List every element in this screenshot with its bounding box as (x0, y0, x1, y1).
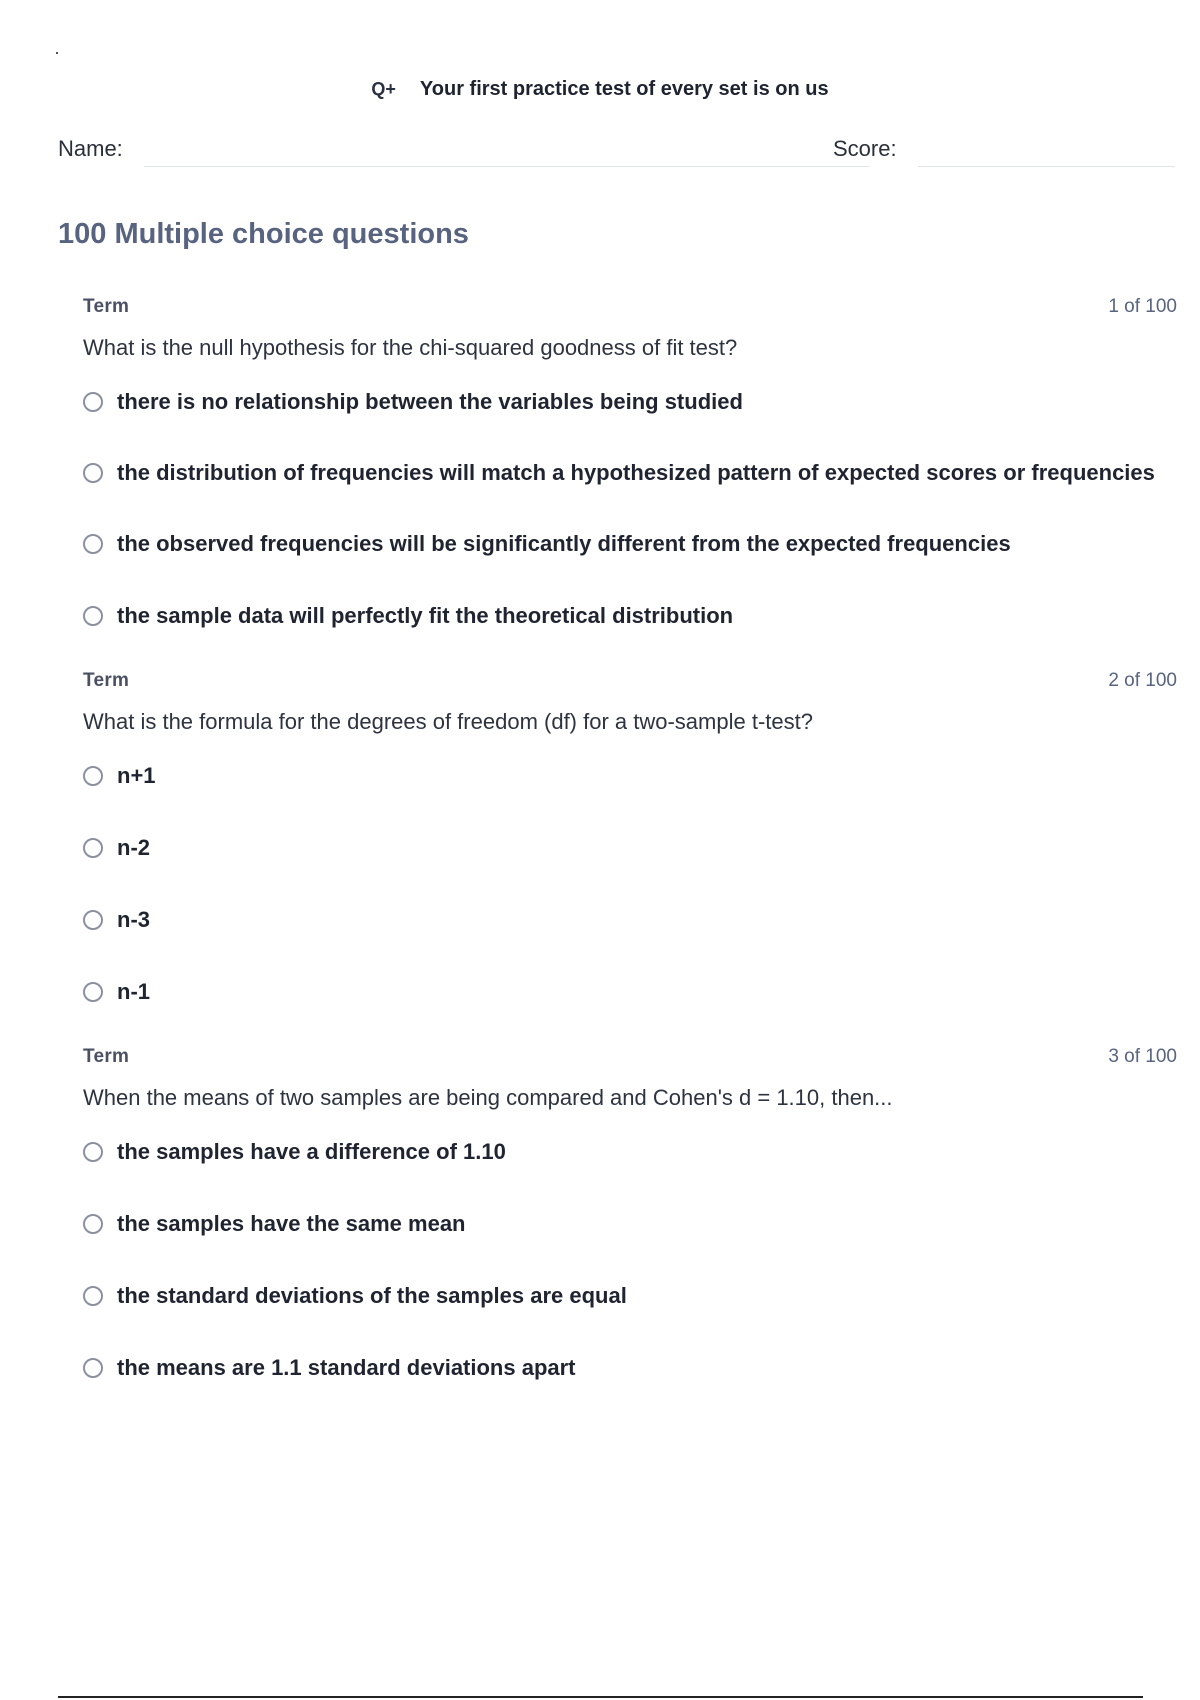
answer-option[interactable] (83, 1278, 1177, 1314)
answer-option[interactable] (83, 1206, 1177, 1242)
promo-text: Your first practice test of every set is on us (419, 78, 829, 100)
question-header (83, 296, 1177, 324)
radio-button[interactable] (83, 1214, 103, 1234)
radio-button[interactable] (83, 606, 103, 626)
score-field-line[interactable] (918, 166, 1175, 167)
name-score-row (58, 130, 1175, 170)
answer-label: the distribution of frequencies will match a hypothesized pattern of expected scores or frequencies (117, 460, 1155, 485)
radio-button[interactable] (83, 1358, 103, 1378)
answer-label: n-1 (117, 979, 150, 1004)
footer-divider (58, 1696, 1143, 1698)
question-prompt: When the means of two samples are being compared and Cohen's d = 1.10, then... (83, 1085, 893, 1110)
answer-option[interactable] (83, 384, 1177, 420)
answer-label: the means are 1.1 standard deviations apart (117, 1355, 576, 1380)
answer-options (83, 384, 1177, 634)
question-term-label: Term (83, 1046, 130, 1067)
question-header (83, 670, 1177, 698)
question-term-label: Term (83, 670, 130, 691)
question-counter: 1 of 100 (1108, 296, 1177, 317)
radio-button[interactable] (83, 1142, 103, 1162)
answer-option[interactable] (83, 1134, 1177, 1170)
answer-option[interactable] (83, 456, 1177, 490)
answer-options (83, 758, 1177, 1010)
score-label: Score: (833, 136, 897, 161)
answer-option[interactable] (83, 1350, 1177, 1386)
quizlet-plus-icon: Q+ (371, 79, 396, 99)
answer-label: n-2 (117, 835, 150, 860)
radio-button[interactable] (83, 910, 103, 930)
answer-option[interactable] (83, 758, 1177, 794)
radio-button[interactable] (83, 838, 103, 858)
radio-button[interactable] (83, 982, 103, 1002)
answer-label: the sample data will perfectly fit the theoretical distribution (117, 603, 734, 628)
question-term-label: Term (83, 296, 130, 317)
answer-label: n+1 (117, 763, 156, 788)
question-prompt: What is the null hypothesis for the chi-squared goodness of fit test? (83, 335, 738, 360)
name-field-line[interactable] (144, 166, 869, 167)
question-card (83, 296, 1177, 634)
answer-option[interactable] (83, 830, 1177, 866)
answer-option[interactable] (83, 598, 1177, 634)
answer-label: n-3 (117, 907, 150, 932)
answer-options (83, 1134, 1177, 1386)
radio-button[interactable] (83, 463, 103, 483)
radio-button[interactable] (83, 534, 103, 554)
question-list (83, 296, 1177, 1422)
answer-label: the observed frequencies will be significantly different from the expected frequencies (117, 531, 1011, 556)
answer-option[interactable] (83, 902, 1177, 938)
answer-label: the samples have the same mean (117, 1211, 466, 1236)
answer-option[interactable] (83, 526, 1177, 562)
question-counter: 3 of 100 (1108, 1046, 1177, 1067)
answer-label: the samples have a difference of 1.10 (117, 1139, 506, 1164)
radio-button[interactable] (83, 1286, 103, 1306)
page-dot (56, 52, 58, 54)
question-card (83, 1046, 1177, 1386)
section-title: 100 Multiple choice questions (58, 218, 469, 250)
question-card (83, 670, 1177, 1010)
answer-label: there is no relationship between the variables being studied (117, 389, 743, 414)
name-label: Name: (58, 136, 123, 161)
answer-option[interactable] (83, 974, 1177, 1010)
radio-button[interactable] (83, 392, 103, 412)
promo-banner[interactable] (0, 78, 1200, 101)
radio-button[interactable] (83, 766, 103, 786)
question-counter: 2 of 100 (1108, 670, 1177, 691)
question-header (83, 1046, 1177, 1074)
answer-label: the standard deviations of the samples are equal (117, 1283, 627, 1308)
question-prompt: What is the formula for the degrees of freedom (df) for a two-sample t-test? (83, 709, 813, 734)
